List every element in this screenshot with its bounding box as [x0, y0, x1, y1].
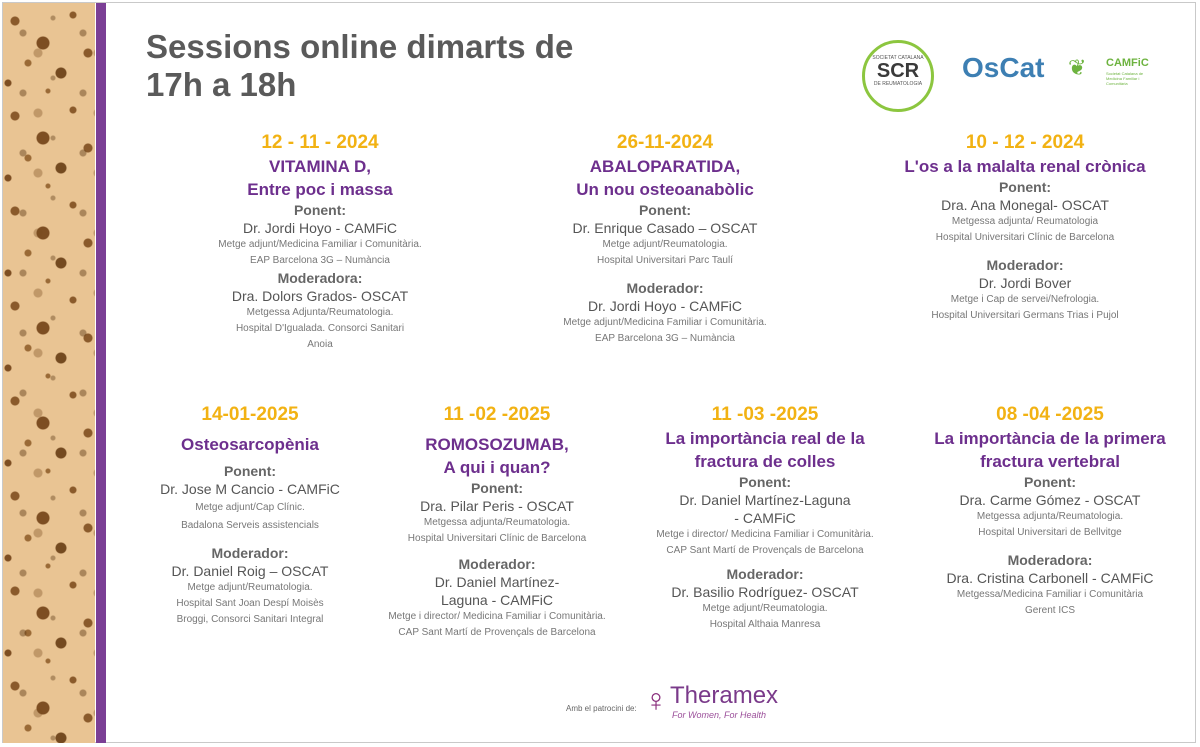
purple-side-bar: [96, 3, 106, 743]
moderator-name: Dr. Jordi Bover: [978, 275, 1072, 291]
speaker-name: Dr. Daniel Martínez-Laguna: [679, 492, 851, 508]
scr-logo: [862, 40, 934, 112]
speaker-affiliation: Hospital Universitari Clínic de Barcelona: [935, 232, 1115, 243]
moderator-affiliation: Hospital Althaia Manresa: [709, 619, 821, 630]
sponsor-block: [566, 676, 796, 726]
moderator-affiliation: Metgessa Adjunta/Reumatologia.: [246, 307, 394, 318]
session-6: [630, 403, 900, 633]
camfic-leaf-icon: ❦: [1068, 55, 1087, 80]
session-topic: Osteosarcopènia: [181, 435, 319, 454]
bone-texture-image: [3, 3, 95, 743]
session-date: 11 -03 -2025: [711, 404, 819, 425]
speaker-affiliation: Hospital Universitari Parc Taulí: [597, 255, 733, 266]
session-topic: Un nou osteoanabòlic: [576, 180, 754, 199]
session-date: 11 -02 -2025: [443, 404, 551, 425]
speaker-role: Ponent:: [638, 202, 692, 218]
moderator-name: Dra. Cristina Carbonell - CAMFiC: [946, 570, 1154, 586]
moderator-role: Moderador:: [726, 566, 804, 582]
speaker-affiliation: Metgessa adjunta/ Reumatologia: [951, 216, 1099, 227]
moderator-name: Laguna - CAMFiC: [440, 592, 554, 608]
session-date: 26-11-2024: [616, 132, 714, 153]
speaker-name: Dra. Carme Gómez - OSCAT: [959, 492, 1141, 508]
page-title: [146, 28, 573, 104]
speaker-name: Dr. Enrique Casado – OSCAT: [572, 220, 758, 236]
moderator-affiliation: Hospital D'Igualada. Consorci Sanitari: [235, 323, 405, 334]
moderator-affiliation: Metge adjunt/Medicina Familiar i Comunitària.: [563, 317, 767, 328]
session-topic: Entre poc i massa: [247, 180, 393, 199]
speaker-name: Dra. Pilar Peris - OSCAT: [420, 498, 574, 514]
camfic-logo-text: CAMFiC: [1106, 57, 1149, 69]
moderator-role: Moderador:: [458, 556, 536, 572]
speaker-role: Ponent:: [1023, 474, 1077, 490]
speaker-name: Dra. Ana Monegal- OSCAT: [941, 197, 1109, 213]
scr-logo-text: SCR: [876, 60, 920, 82]
speaker-affiliation: Metge i director/ Medicina Familiar i Comunitària.: [656, 529, 874, 540]
sponsor-tagline: For Women, For Health: [672, 710, 767, 720]
speaker-affiliation: Metge adjunt/Cap Clínic.: [195, 502, 305, 513]
moderator-name: Dr. Daniel Martínez-: [434, 574, 560, 590]
moderator-role: Moderador:: [211, 545, 289, 561]
moderator-affiliation: CAP Sant Martí de Provençals de Barcelona: [398, 627, 596, 638]
speaker-role: Ponent:: [738, 474, 792, 490]
moderator-affiliation: Metge adjunt/Reumatologia.: [702, 603, 828, 614]
speaker-affiliation: Metgessa adjunta/Reumatologia.: [423, 517, 571, 528]
moderator-affiliation: Broggi, Consorci Sanitari Integral: [176, 614, 324, 625]
speaker-role: Ponent:: [223, 463, 277, 479]
session-date: 12 - 11 - 2024: [261, 132, 379, 153]
moderator-affiliation: Metge adjunt/Reumatologia.: [187, 582, 313, 593]
session-date: 10 - 12 - 2024: [965, 132, 1085, 153]
speaker-affiliation: Metgessa adjunta/Reumatologia.: [976, 511, 1124, 522]
speaker-role: Ponent:: [470, 480, 524, 496]
session-date: 08 -04 -2025: [996, 404, 1104, 425]
session-1: [150, 131, 490, 353]
title-line-1: Sessions online dimarts de: [146, 28, 574, 65]
camfic-logo: [1068, 56, 1158, 86]
theramex-figure-icon: ♀: [644, 682, 668, 718]
moderator-affiliation: EAP Barcelona 3G – Numància: [595, 333, 735, 344]
session-topic: ROMOSOZUMAB,: [425, 435, 569, 454]
oscat-logo: OsCat: [962, 52, 1045, 83]
session-4: [135, 403, 365, 628]
speaker-affiliation: Hospital Universitari Clínic de Barcelona: [407, 533, 587, 544]
sponsor-brand: Theramex: [670, 682, 779, 709]
session-topic: fractura de colles: [694, 452, 836, 471]
moderator-role: Moderador:: [626, 280, 704, 296]
session-date: 14-01-2025: [201, 404, 299, 425]
speaker-affiliation: Metge adjunt/Medicina Familiar i Comunitària.: [218, 239, 422, 250]
scr-logo-bottom: DE REUMATOLOGIA: [873, 81, 923, 87]
session-2: [500, 131, 830, 347]
moderator-name: Dr. Jordi Hoyo - CAMFiC: [587, 298, 743, 314]
speaker-role: Ponent:: [293, 202, 347, 218]
moderator-affiliation: Metgessa/Medicina Familiar i Comunitària: [956, 589, 1144, 600]
moderator-affiliation: Metge i Cap de servei/Nefrologia.: [950, 294, 1100, 305]
sponsor-label: Amb el patrocini de:: [566, 704, 637, 713]
session-topic: La importància real de la: [665, 429, 865, 448]
session-3: [860, 131, 1190, 324]
moderator-name: Dr. Daniel Roig – OSCAT: [171, 563, 329, 579]
moderator-role: Moderadora:: [277, 270, 363, 286]
speaker-role: Ponent:: [998, 179, 1052, 195]
session-topic: L'os a la malalta renal crònica: [904, 157, 1146, 176]
speaker-affiliation: EAP Barcelona 3G – Numància: [250, 255, 390, 266]
session-topic: ABALOPARATIDA,: [589, 157, 741, 176]
speaker-name: Dr. Jordi Hoyo - CAMFiC: [242, 220, 398, 236]
session-7: [905, 403, 1195, 619]
session-5: [372, 403, 622, 641]
speaker-affiliation: Metge adjunt/Reumatologia.: [602, 239, 728, 250]
session-topic: VITAMINA D,: [269, 157, 371, 176]
camfic-logo-subtitle: Societat Catalana de Medicina Familiar i Comunitària: [1106, 71, 1144, 86]
speaker-affiliation: CAP Sant Martí de Provençals de Barcelona: [666, 545, 864, 556]
moderator-role: Moderador:: [986, 257, 1064, 273]
session-topic: A qui i quan?: [443, 458, 551, 477]
scr-logo-top: SOCIETAT CATALANA: [872, 55, 924, 61]
speaker-name: - CAMFiC: [734, 510, 796, 526]
speaker-name: Dr. Jose M Cancio - CAMFiC: [160, 481, 340, 497]
speaker-affiliation: Badalona Serveis assistencials: [181, 520, 319, 531]
moderator-name: Dra. Dolors Grados- OSCAT: [231, 288, 409, 304]
moderator-role: Moderadora:: [1007, 552, 1093, 568]
session-topic: La importància de la primera: [934, 429, 1166, 448]
moderator-affiliation: Hospital Universitari Germans Trias i Pujol: [931, 310, 1119, 321]
moderator-affiliation: Metge i director/ Medicina Familiar i Comunitària.: [388, 611, 606, 622]
moderator-affiliation: Anoia: [307, 339, 333, 350]
moderator-name: Dr. Basilio Rodríguez- OSCAT: [671, 584, 859, 600]
session-topic: fractura vertebral: [980, 452, 1120, 471]
speaker-affiliation: Hospital Universitari de Bellvitge: [978, 527, 1122, 538]
moderator-affiliation: Gerent ICS: [1024, 605, 1076, 616]
moderator-affiliation: Hospital Sant Joan Despí Moisès: [176, 598, 324, 609]
title-line-2: 17h a 18h: [146, 66, 297, 103]
